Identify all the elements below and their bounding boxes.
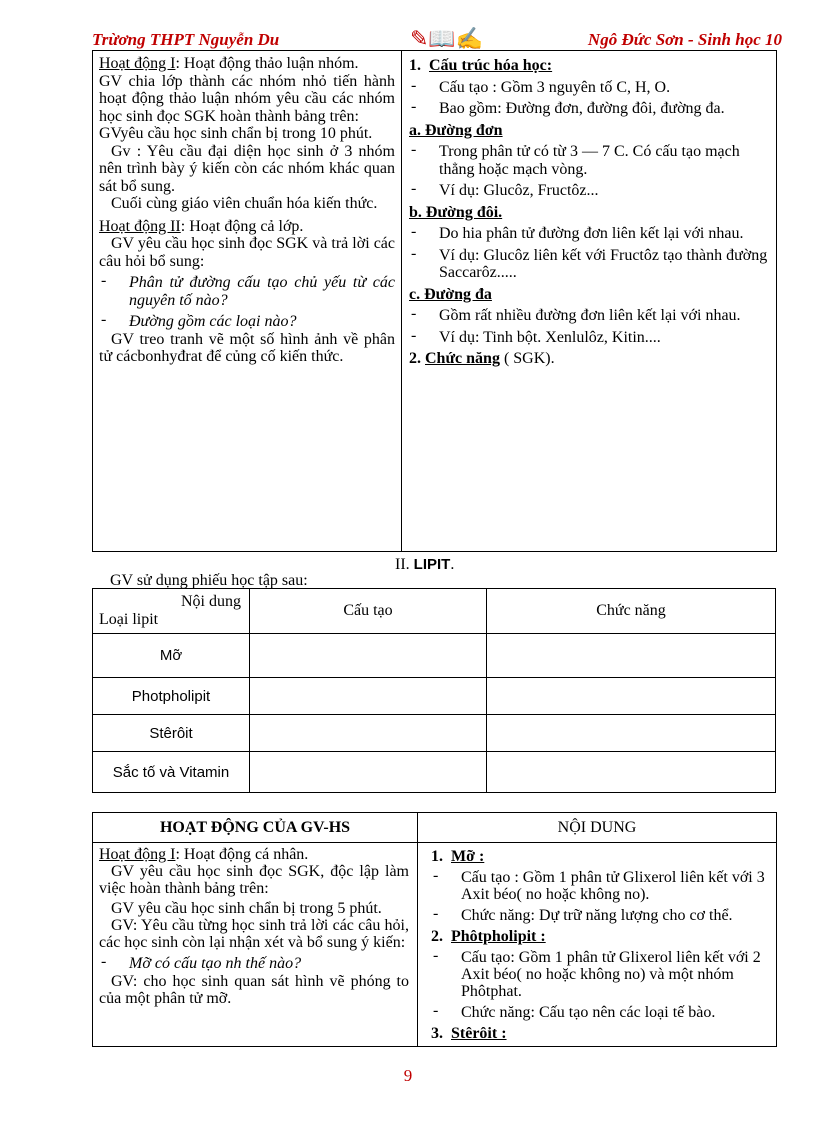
empty-cell	[487, 634, 776, 678]
lipid-activities-table	[92, 812, 777, 1047]
subsection-heading: a. Đường đơn	[409, 121, 503, 139]
paragraph: GV chia lớp thành các nhóm nhỏ tiến hành hoạt động thảo luận nhóm yêu cầu các nhóm học sinh đọc SGK hoàn thành bảng trên:	[99, 72, 395, 125]
empty-cell	[487, 715, 776, 752]
bullet-item: - Trong phân tử có từ 3 — 7 C. Có cấu tạo mạch thẳng hoặc mạch vòng.	[409, 143, 769, 178]
empty-cell	[487, 752, 776, 793]
section-heading: 3. Stêrôit :	[431, 1025, 507, 1042]
bullet-item: - Cấu tạo : Gồm 3 nguyên tố C, H, O.	[409, 79, 769, 97]
empty-cell	[250, 715, 487, 752]
paragraph: GV treo tranh vẽ một số hình ảnh về phân tử cácbonhyđrat để củng cố kiến thức.	[99, 330, 395, 365]
bullet-item: - Gồm rất nhiều đường đơn liên kết lại với nhau.	[409, 307, 769, 325]
column-divider	[417, 813, 418, 1046]
corner-cell: Nội dung Loại lipit	[93, 589, 250, 634]
paragraph: GV: Yêu cầu từng học sinh trả lời các câu hỏi, các học sinh còn lại nhận xét và bổ sung ý kiến:	[99, 917, 409, 951]
section-heading: 2. Chức năng ( SGK).	[409, 350, 555, 367]
bullet-item: - Cấu tạo : Gồm 1 phân tử Glixerol liên kết với 3 Axit béo( no hoặc không no).	[431, 869, 769, 903]
paragraph: Cuối cùng giáo viên chuẩn hóa kiến thức.	[111, 195, 378, 212]
bullet-item: - Ví dụ: Glucôz liên kết với Fructôz tạo thành đường Saccarôz.....	[409, 247, 769, 282]
question-item: - Phân tử đường cấu tạo chủ yếu từ các nguyên tố nào?	[99, 274, 395, 309]
header-divider	[93, 842, 776, 843]
row-label: Photpholipit	[93, 678, 250, 715]
paragraph: GV yêu cầu học sinh chẩn bị trong 5 phút.	[111, 900, 382, 917]
teacher-activities-column	[99, 846, 409, 1007]
subsection-heading: b. Đường đôi.	[409, 203, 503, 221]
question-item: - Mỡ có cấu tạo nh thế nào?	[99, 955, 409, 972]
bullet-item: - Ví dụ: Tinh bột. Xenlulôz, Kitin....	[409, 329, 769, 347]
empty-cell	[250, 752, 487, 793]
column-divider	[401, 51, 402, 551]
content-column	[409, 57, 769, 368]
empty-cell	[487, 678, 776, 715]
column-header: Chức năng	[487, 589, 776, 634]
column-header-activities: HOẠT ĐỘNG CỦA GV-HS	[159, 819, 351, 836]
content-column	[431, 848, 769, 1042]
paragraph: GV: cho học sinh quan sát hình vẽ phóng to của một phân tử mỡ.	[99, 973, 409, 1007]
paragraph: GVyêu cầu học sinh chẩn bị trong 10 phút.	[99, 125, 373, 142]
page-header	[92, 26, 782, 52]
activity-2-heading: Hoạt động II: Hoạt động cả lớp.	[99, 217, 304, 235]
bullet-item: - Do hia phân tử đường đơn liên kết lại với nhau.	[409, 225, 769, 243]
school-name: Trừơng THPT Nguyễn Du	[92, 30, 280, 49]
bullet-item: - Chức năng: Dự trữ năng lượng cho cơ thể.	[431, 907, 769, 924]
teacher-activities-column	[99, 55, 395, 366]
row-label: Stêrôit	[93, 715, 250, 752]
column-header: Cấu tạo	[250, 589, 487, 634]
bullet-item: - Ví dụ: Glucôz, Fructôz...	[409, 182, 769, 200]
bullet-item: - Bao gồm: Đường đơn, đường đôi, đường đa.	[409, 100, 769, 118]
bullet-item: - Cấu tạo: Gồm 1 phân tử Glixerol liên kết với 2 Axit béo( no hoặc không no) và một nhóm Phôtphat.	[431, 949, 769, 1000]
section-heading: 1. Mỡ :	[431, 848, 485, 865]
activity-1-heading: Hoạt động I: Hoạt động thảo luận nhóm.	[99, 55, 359, 72]
paragraph: GV yêu cầu học sinh đọc SGK và trả lời các câu hỏi bổ sung:	[99, 235, 395, 270]
subsection-heading: c. Đường đa	[409, 285, 492, 303]
row-label: Mỡ	[93, 634, 250, 678]
paragraph: GV yêu cầu học sinh đọc SGK, độc lập làm việc hoàn thành bảng trên:	[99, 863, 409, 897]
section-heading: 1. Cấu trúc hóa học:	[409, 57, 553, 74]
empty-cell	[250, 678, 487, 715]
activity-heading: Hoạt động I: Hoạt động cá nhân.	[99, 846, 309, 863]
lipid-worksheet-table	[92, 588, 776, 793]
worksheet-intro: GV sử dụng phiếu học tập sau:	[110, 572, 308, 589]
paragraph: Gv : Yêu cầu đại diện học sinh ở 3 nhóm nên trình bày ý kiến còn các nhóm khác quan sát bổ sung.	[99, 142, 395, 195]
author-subject: Ngô Đức Sơn - Sinh học 10	[587, 30, 782, 49]
column-header-content: NỘI DUNG	[557, 819, 637, 836]
empty-cell	[250, 634, 487, 678]
carbohydrate-table	[92, 50, 777, 552]
book-ornament-icon: ✎📖✍	[410, 26, 484, 51]
page-number: 9	[403, 1066, 413, 1085]
section-title: II. LIPIT.	[395, 556, 455, 573]
section-heading: 2. Phôtpholipit :	[431, 928, 546, 945]
question-item: - Đường gồm các loại nào?	[99, 313, 395, 331]
bullet-item: - Chức năng: Cấu tạo nên các loại tế bào.	[431, 1004, 769, 1021]
row-label: Sắc tố và Vitamin	[93, 752, 250, 793]
